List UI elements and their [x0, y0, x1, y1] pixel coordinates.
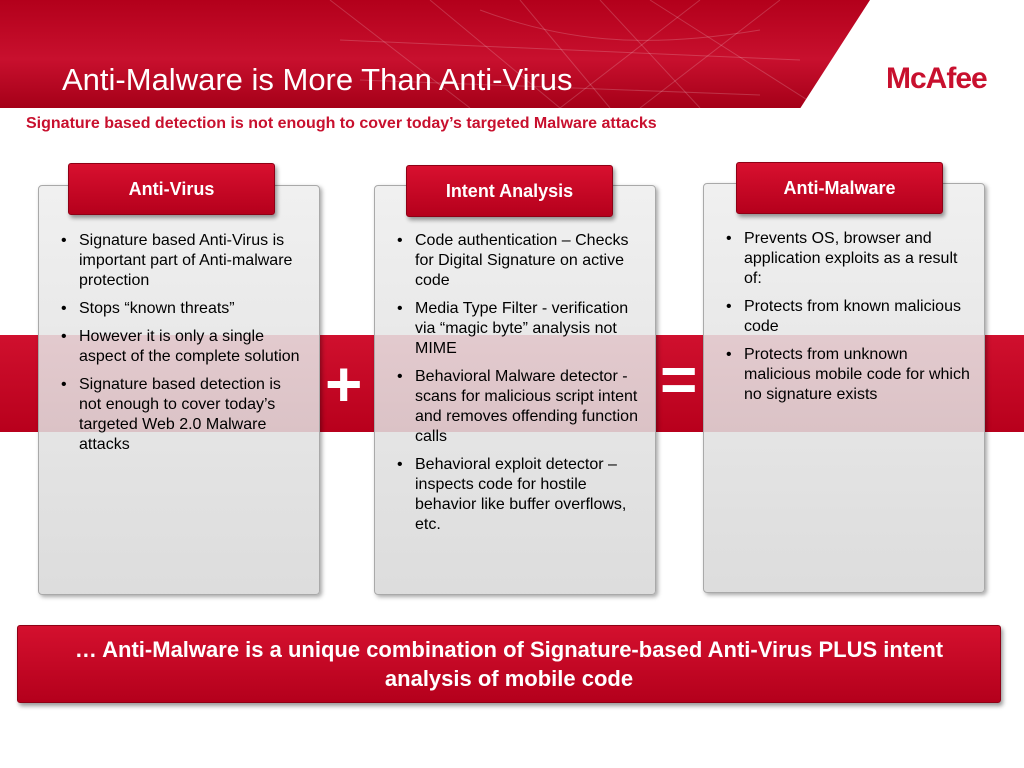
list-item: • Signature based detection is not enough to cover today’s targeted Web 2.0 Malware attacks	[57, 375, 307, 455]
conclusion-text: … Anti-Malware is a unique combination of Signature-based Anti-Virus PLUS intent analysis of mobile code	[74, 637, 944, 691]
list-item: • Code authentication – Checks for Digital Signature on active code	[393, 231, 643, 291]
tab-anti-malware: Anti-Malware	[736, 162, 943, 214]
list-item: • Behavioral Malware detector - scans for malicious script intent and removes offending function calls	[393, 367, 643, 447]
list-item: • Stops “known threats”	[57, 299, 307, 319]
list-item: • Protects from known malicious code	[722, 297, 972, 337]
header-banner	[0, 0, 1024, 108]
plus-icon: +	[325, 348, 363, 420]
list-item: • Signature based Anti-Virus is important part of Anti-malware protection	[57, 231, 307, 291]
list-item: • Prevents OS, browser and application exploits as a result of:	[722, 229, 972, 289]
page-subtitle: Signature based detection is not enough to cover today’s targeted Malware attacks	[26, 115, 657, 132]
list-item: • Protects from unknown malicious mobile code for which no signature exists	[722, 345, 972, 405]
list-item: • Behavioral exploit detector – inspects code for hostile behavior like buffer overflows, etc.	[393, 455, 643, 535]
panel-intent-analysis	[374, 185, 656, 595]
page-title: Anti-Malware is More Than Anti-Virus	[62, 62, 573, 97]
panel-anti-malware	[703, 183, 985, 593]
panel-anti-virus	[38, 185, 320, 595]
tab-intent-analysis: Intent Analysis	[406, 165, 613, 217]
tab-anti-virus: Anti-Virus	[68, 163, 275, 215]
mcafee-logo: McAfee	[886, 62, 987, 95]
list-item: • However it is only a single aspect of the complete solution	[57, 327, 307, 367]
equals-icon: =	[660, 343, 698, 415]
conclusion-box	[17, 625, 1001, 703]
bullet-list	[722, 229, 972, 413]
bullet-list	[393, 231, 643, 543]
bullet-list	[57, 231, 307, 463]
list-item: • Media Type Filter - verification via “magic byte” analysis not MIME	[393, 299, 643, 359]
